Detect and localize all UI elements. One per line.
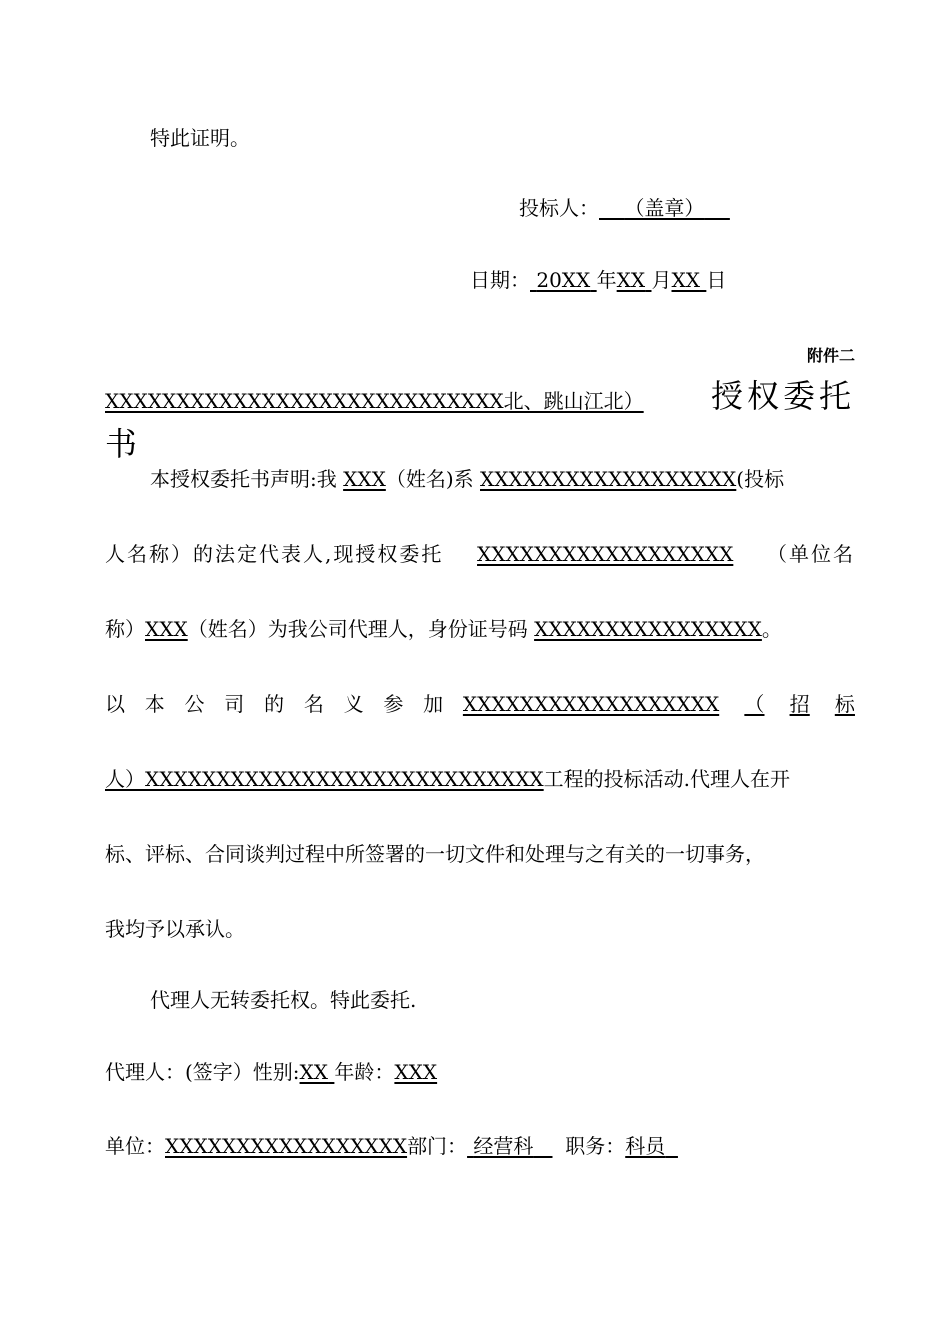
date-day-unit: 日 bbox=[706, 268, 727, 292]
date-day: XX bbox=[671, 268, 700, 292]
agent-name: XXX bbox=[145, 617, 188, 641]
agent-signature-label: 代理人：(签字）性别: bbox=[105, 1060, 300, 1084]
date-month-field bbox=[617, 268, 652, 292]
date-year-unit: 年 bbox=[596, 268, 617, 292]
body-l4-char: 的 bbox=[264, 692, 285, 716]
body-l2-a: 人名称）的法定代表人,现授权委托 bbox=[105, 542, 444, 566]
body-l4-char: 义 bbox=[343, 692, 364, 716]
tenderer-name-field bbox=[463, 692, 855, 716]
body-l4-char: 加 bbox=[423, 692, 444, 716]
unit-value: XXXXXXXXXXXXXXXXX bbox=[165, 1134, 408, 1158]
body-l1-b: （姓名)系 bbox=[385, 467, 474, 491]
body-l1-c: (投标 bbox=[736, 467, 785, 491]
body-l5-b: 工程的投标活动.代理人在开 bbox=[543, 767, 791, 791]
certify-label: 特此证明。 bbox=[150, 126, 250, 150]
body-l2-b: （单位名 bbox=[767, 542, 855, 566]
bidder-seal-value: （盖章） bbox=[624, 196, 705, 220]
body-l4-tail: （ bbox=[744, 692, 765, 716]
body-line-6: 标、评标、合同谈判过程中所签署的一切文件和处理与之有关的一切事务， bbox=[105, 842, 765, 866]
body-l4-tail: 招 bbox=[789, 692, 810, 716]
title-line-2: 书 bbox=[105, 425, 142, 463]
body-l4-tail: 标 bbox=[834, 692, 855, 716]
position-value: 科员 bbox=[625, 1134, 666, 1158]
agent-gender-field bbox=[300, 1060, 335, 1084]
body-line-7: 我均予以承认。 bbox=[105, 917, 245, 941]
certify-text bbox=[150, 126, 250, 150]
title-underlined-project: XXXXXXXXXXXXXXXXXXXXXXXXXXXX北、跳山江北） bbox=[105, 389, 644, 413]
body-l3-b: （姓名）为我公司代理人，身份证号码 bbox=[187, 617, 528, 641]
body-line-4 bbox=[105, 692, 855, 716]
date-label: 日期： bbox=[470, 268, 530, 292]
body-line-1 bbox=[150, 467, 784, 491]
body-l1-a: 本授权委托书声明:我 bbox=[150, 467, 337, 491]
body-l4-char: 以 bbox=[105, 692, 125, 716]
agent-gender: XX bbox=[299, 1060, 329, 1084]
principal-name: XXX bbox=[343, 467, 386, 491]
unit-label: 单位： bbox=[105, 1134, 165, 1158]
agent-unit-name: XXXXXXXXXXXXXXXXXX bbox=[477, 542, 734, 566]
body-l3-a: 称） bbox=[105, 617, 145, 641]
agent-unit-line bbox=[105, 1134, 678, 1158]
position-label: 职务： bbox=[565, 1134, 626, 1158]
body-line-8: 代理人无转委托权。特此委托. bbox=[150, 988, 417, 1012]
date-month: XX bbox=[616, 268, 646, 292]
project-name: 人）XXXXXXXXXXXXXXXXXXXXXXXXXXXX bbox=[105, 767, 544, 791]
date-month-unit: 月 bbox=[651, 268, 672, 292]
body-l4-char: 公 bbox=[184, 692, 205, 716]
body-l4-char: 司 bbox=[224, 692, 245, 716]
date-year-field bbox=[530, 268, 597, 292]
date-line bbox=[470, 268, 726, 292]
title-line-1 bbox=[105, 372, 855, 416]
dept-field bbox=[467, 1134, 552, 1158]
date-year: 20XX bbox=[536, 268, 591, 292]
body-line-5 bbox=[105, 767, 790, 791]
bidder-seal-field bbox=[599, 196, 730, 220]
agent-info-line bbox=[105, 1060, 437, 1084]
position-field bbox=[625, 1134, 678, 1158]
body-l3-c: 。 bbox=[761, 617, 782, 641]
bidder-line bbox=[519, 196, 730, 220]
bidder-label: 投标人： bbox=[519, 196, 599, 220]
dept-value: 经营科 bbox=[473, 1134, 534, 1158]
dept-label: 部门： bbox=[407, 1134, 468, 1158]
body-line-2 bbox=[105, 542, 855, 566]
body-l4-char: 参 bbox=[383, 692, 404, 716]
body-l4-char: 名 bbox=[303, 692, 324, 716]
title-main: 授权委托 bbox=[710, 377, 855, 415]
agent-age-label: 年龄： bbox=[334, 1060, 395, 1084]
attachment-label: 附件二 bbox=[806, 346, 855, 365]
agent-age: XXX bbox=[394, 1060, 438, 1084]
body-line-3 bbox=[105, 617, 782, 641]
agent-id-number: XXXXXXXXXXXXXXXX bbox=[534, 617, 762, 641]
tenderer-name: XXXXXXXXXXXXXXXXXX bbox=[462, 692, 720, 716]
date-day-field bbox=[672, 268, 707, 292]
body-l4-char: 本 bbox=[144, 692, 165, 716]
bidder-company-name: XXXXXXXXXXXXXXXXXX bbox=[480, 467, 737, 491]
